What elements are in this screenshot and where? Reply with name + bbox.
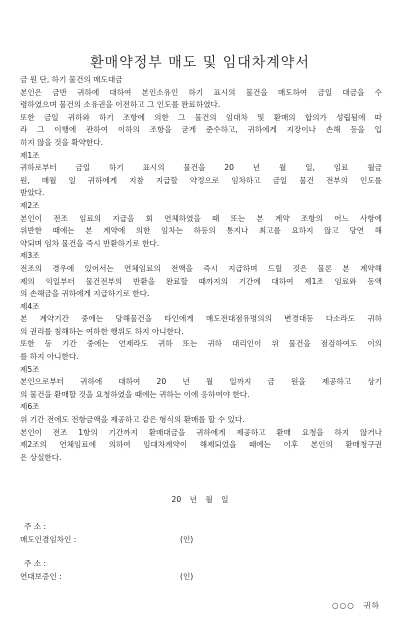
article-line: 의 손해금을 귀하에게 지급하기로 한다.: [20, 289, 150, 299]
address-label: 주 소 :: [24, 522, 47, 531]
article-line: 본 계약기간 중에는 당해물건을 타인에게 매도전대점유명의의 변경대등 다소라도 귀하: [20, 314, 382, 324]
signer-guarantor: [20, 557, 194, 583]
intro-line: 또한 금일 귀하와 하기 조항에 의한 그 물건의 임대차 및 환매의 합의가 성립됨에 따: [20, 112, 382, 122]
article-1: [20, 150, 382, 200]
article-line: 위반한 때에는 본 계약에 의한 임차는 하등의 통지나 최고를 요하지 않고 당연 해: [20, 226, 382, 236]
article-6: [20, 401, 382, 464]
article-line: 귀하로부터 금일 하기 표시의 물건을 20 년 월 일, 임료 월금: [20, 163, 382, 173]
intro-line: 본인은 금반 귀하에 대하여 본인소유인 하기 표시의 물건을 매도하여 금일 대금을 수: [20, 87, 382, 97]
article-line: 또한 동 기간 중에는 언제라도 귀하 또는 귀하 대리인이 위 물건을 점검하여도 이의: [20, 339, 382, 349]
article-line: 의 물건을 환매할 것을 요청하였을 때에는 귀하는 이에 응하여야 한다.: [20, 389, 250, 399]
article-line: 제의 익일부터 물건전부의 반환을 완료할 때까지의 기간에 대하여 제1조 임료와 동액: [20, 276, 382, 286]
article-heading: 제1조: [20, 150, 40, 160]
article-4: [20, 301, 382, 364]
intro-line: 령하였으며 물건의 소유권을 이전하고 그 인도를 완료하였다.: [20, 100, 221, 110]
article-line: 의 권리를 침해하는 여하한 행위도 하지 아니한다.: [20, 326, 184, 336]
article-line: 본인으로부터 귀하에 대하여 20 년 월 일까지 금 원을 제공하고 상기: [20, 377, 382, 387]
article-3: [20, 250, 382, 300]
recipient: ○○○ 귀하: [332, 601, 380, 610]
contract-body: [20, 74, 382, 464]
seal-mark: (인): [180, 572, 194, 581]
intro-paragraph: [20, 74, 382, 150]
article-2: [20, 200, 382, 250]
article-line: 전조의 경우에 있어서는 연체임료의 전액을 즉시 지급하며 드릴 것은 물론 본 계약해: [20, 263, 382, 273]
article-line: 위 기간 전에도 전항금액을 제공하고 같은 형식의 환매를 할 수 있다.: [20, 415, 245, 425]
article-line: 약되며 임차 물건을 즉시 반환하기로 한다.: [20, 238, 160, 248]
article-heading: 제2조: [20, 200, 40, 210]
article-line: 원, 매월 일 귀하에게 지참 지급할 약정으로 임차하고 금일 물건 전부의 인도를: [20, 175, 382, 185]
intro-line: 라 그 이행에 관하여 이하의 조항을 굳게 준수하고, 귀하에게 지장이나 손해 등을 입: [20, 125, 382, 135]
article-heading: 제6조: [20, 402, 40, 412]
contract-date: 20 년 월 일: [171, 495, 229, 504]
article-line: 본인이 전조 임료의 지급을 회 연체하였을 때 또는 본 계약 조항의 어느 사항에: [20, 213, 382, 223]
signer-seller: [20, 520, 194, 546]
intro-line: 히지 않을 것을 확약한다.: [20, 137, 104, 147]
article-heading: 제4조: [20, 301, 40, 311]
role-label: 매도인겸임차인 :: [20, 535, 77, 544]
article-line: 본인이 전조 1항의 기간까지 환매대금을 귀하에게 제공하고 환매 요청을 하지 않거나: [20, 427, 382, 437]
article-line: 제2조의 연체임료에 의하여 임대차계약이 해제되었을 때에는 이후 본인의 환매청구권: [20, 440, 382, 450]
article-5: [20, 364, 382, 402]
address-label: 주 소 :: [24, 559, 47, 568]
article-line: 은 상실한다.: [20, 452, 62, 462]
document-title: 환매약정부 매도 및 임대차계약서: [90, 55, 310, 71]
seal-mark: (인): [180, 535, 194, 544]
role-label: 연대보증인 :: [20, 572, 62, 581]
article-heading: 제5조: [20, 364, 40, 374]
article-line: 를 하지 아니한다.: [20, 352, 79, 362]
article-line: 받았다.: [20, 188, 45, 198]
article-heading: 제3조: [20, 251, 40, 261]
intro-line: 금 원 단, 하기 물건의 매도대금: [20, 75, 123, 84]
